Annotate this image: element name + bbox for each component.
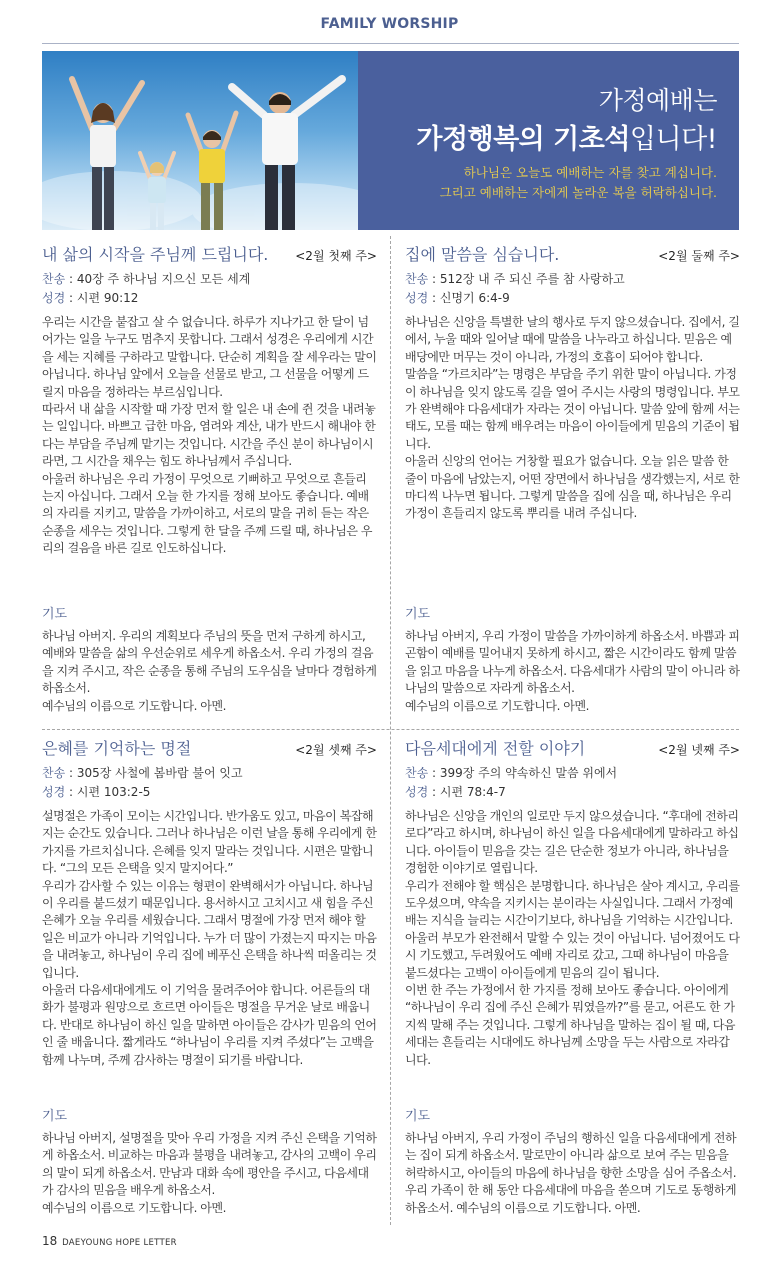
body-paragraph: 따라서 내 삶을 시작할 때 가장 먼저 할 일은 내 손에 쥔 것을 내려놓는 일입니다. 바쁘고 급한 마음, 염려와 계산, 내가 반드시 해내야 한다는 부담을 주님께 맡기는 것입니다. 시간을 주신 분이 하나님이시라면, 그 시간을 채우는 힘도 하나님께서 주십니다. [42, 402, 376, 469]
hero-subtitle-line1: 하나님은 오늘도 예배하는 자를 찾고 계십니다. [463, 165, 717, 180]
hymn-label: 찬송 [42, 766, 66, 780]
week-label: <2월 셋째 주> [295, 743, 377, 757]
week-label: <2월 넷째 주> [658, 743, 740, 757]
publication-name: DAEYOUNG HOPE LETTER [62, 1238, 177, 1248]
hero-title-emphasis: 가정행복의 기초석 [416, 124, 630, 155]
prayer-text [405, 628, 740, 715]
prayer-text [42, 628, 377, 715]
prayer-closing: 예수님의 이름으로 기도합니다. 아멘. [42, 698, 226, 713]
hymn-label: 찬송 [405, 766, 429, 780]
hero-subtitle-line2: 그리고 예배하는 자에게 놀라운 복을 허락하십니다. [439, 185, 717, 200]
week4-section [405, 738, 740, 1215]
worship-meta [405, 270, 740, 308]
scripture-text: : 시편 78:4-7 [428, 785, 506, 799]
devotional-body [42, 314, 377, 558]
body-paragraph: 말씀을 “가르치라”는 명령은 부담을 주기 위한 말이 아닙니다. 가정이 하나님을 잊지 않도록 길을 열어 주시는 사랑의 명령입니다. 부모가 완벽해야 다음세대가 자라는 것이 아닙니다. 말씀 앞에 함께 서는 태도, 모를 때는 함께 배우려는 마음이 아이들에게 믿음의 기준이 됩니다. [405, 367, 740, 451]
prayer-label: 기도 [42, 1109, 68, 1124]
hymn-text: : 512장 내 주 되신 주를 참 사랑하고 [428, 272, 625, 286]
prayer-paragraph: 하나님 아버지, 설명절을 맞아 우리 가정을 지켜 주신 은택을 기억하게 하옵소서. 비교하는 마음과 불평을 내려놓고, 감사의 고백이 우리의 말이 되게 하옵소서. 만남과 대화 속에 평안을 주시고, 다음세대가 감사의 믿음을 배우게 하옵소서. [42, 1131, 377, 1198]
body-paragraph: 하나님은 신앙을 특별한 날의 행사로 두지 않으셨습니다. 집에서, 길에서, 누울 때와 일어날 때에 말씀을 나누라고 하십니다. 믿음은 예배당에만 머무는 것이 아니라, 가정의 호흡이 되어야 합니다. [405, 315, 740, 364]
body-paragraph: 우리가 감사할 수 있는 이유는 형편이 완벽해서가 아닙니다. 하나님이 우리를 붙드셨기 때문입니다. 용서하시고 고치시고 새 힘을 주신 은혜가 오늘 우리를 세웠습니다. 그래서 명절에 가장 먼저 해야 할 일은 비교가 아니라 기억입니다. 누가 더 많이 가졌는지 따지는 마음을 내려놓고, 하나님이 우리 집에 베푸신 은택을 하나씩 떠올리는 것입니다. [42, 878, 377, 980]
hymn-line [405, 270, 740, 289]
prayer-text [405, 1130, 740, 1217]
prayer-paragraph: 하나님 아버지. 우리의 계획보다 주님의 뜻을 먼저 구하게 하시고, 예배와 말씀을 삶의 우선순위로 세우게 하옵소서. 우리 가정의 걸음을 지켜 주시고, 작은 순종을 통해 주님의 도우심을 날마다 경험하게 하옵소서. [42, 629, 377, 696]
week3-section [42, 738, 377, 1215]
hero-banner [42, 51, 739, 230]
scripture-line [42, 289, 377, 308]
body-paragraph: 아울러 신앙의 언어는 거창할 필요가 없습니다. 오늘 읽은 말씀 한 줄이 마음에 남았는지, 어떤 장면에서 하나님을 생각했는지, 서로 한마디씩 나누면 됩니다. 그렇게 말씀을 집에 심을 때, 하나님은 우리 가정이 흔들리지 않도록 뿌리를 내려 주십니다. [405, 454, 740, 521]
body-paragraph: 우리가 전해야 할 핵심은 분명합니다. 하나님은 살아 계시고, 우리를 도우셨으며, 약속을 지키시는 분이라는 사실입니다. 그래서 가정예배는 지식을 늘리는 시간이기보다, 하나님을 기억하는 시간입니다. 아울러 부모가 완전해서 말할 수 있는 것이 아닙니다. 넘어졌어도 다시 기도했고, 두려웠어도 예배 자리로 갔고, 그때 하나님이 마음을 붙드셨다는 고백이 아이들에게 믿음의 길이 됩니다. [405, 878, 740, 980]
worship-meta [405, 764, 740, 802]
body-paragraph: 하나님은 신앙을 개인의 일로만 두지 않으셨습니다. “후대에 전하리로다”라고 하시며, 하나님이 하신 일을 다음세대에게 말하라고 하십니다. 아이들이 믿음을 갖는 길은 단순한 정보가 아니라, 하나님을 경험한 이야기로 열립니다. [405, 809, 739, 876]
hero-title-line1: 가정예배는 [598, 86, 717, 115]
week-label: <2월 첫째 주> [295, 249, 377, 263]
prayer-label: 기도 [405, 607, 431, 622]
prayer-block [405, 606, 740, 715]
scripture-label: 성경 [405, 785, 429, 799]
horizontal-divider [42, 729, 739, 730]
scripture-text: : 신명기 6:4-9 [428, 291, 510, 305]
hero-title-line2 [416, 117, 717, 156]
scripture-text: : 시편 90:12 [65, 291, 139, 305]
header-label: FAMILY WORSHIP [320, 16, 459, 32]
prayer-paragraph: 하나님 아버지, 우리 가정이 주님의 행하신 일을 다음세대에게 전하는 집이 되게 하옵소서. 말로만이 아니라 삶으로 보여 주는 믿음을 허락하시고, 아이들의 마음에 하나님을 향한 소망을 심어 주옵소서. 우리 가족이 한 해 동안 다음세대에 마음을 쏟으며 기도로 동행하게 하옵소서. 예수님의 이름으로 기도합니다. 아멘. [405, 1131, 737, 1215]
hymn-label: 찬송 [405, 272, 429, 286]
worship-meta [42, 270, 377, 308]
hymn-line [42, 270, 377, 289]
devotional-body [42, 808, 377, 1069]
devotional-body [405, 808, 740, 1069]
devotional-body [405, 314, 740, 523]
hero-title-ending: 입니다! [629, 124, 717, 155]
prayer-label: 기도 [42, 607, 68, 622]
week-label: <2월 둘째 주> [658, 249, 740, 263]
body-paragraph: 설명절은 가족이 모이는 시간입니다. 반가움도 있고, 마음이 복잡해지는 순간도 있습니다. 그러나 하나님은 이런 날을 통해 우리에게 한 가지를 가르치십니다. 은혜를 잊지 말라는 것입니다. 시편은 말합니다. “그의 모든 은택을 잊지 말지어다.” [42, 809, 377, 876]
family-photo-illustration [42, 51, 358, 230]
scripture-text: : 시편 103:2-5 [65, 785, 151, 799]
hymn-text: : 305장 사철에 봄바람 불어 잇고 [65, 766, 243, 780]
hymn-text: : 40장 주 하나님 지으신 모든 세계 [65, 272, 251, 286]
body-paragraph: 아울러 하나님은 우리 가정이 무엇으로 기뻐하고 무엇으로 흔들리는지 아십니다. 그래서 오늘 한 가지를 정해 보아도 좋습니다. 예배의 자리를 지키고, 말씀을 가까이하고, 서로의 말을 귀히 듣는 작은 순종을 세우는 것입니다. 그렇게 한 달을 주께 드릴 때, 하나님은 우리의 걸음을 바른 길로 인도하십니다. [42, 471, 373, 556]
prayer-text [42, 1130, 377, 1217]
header-rule [42, 43, 739, 44]
worship-meta [42, 764, 377, 802]
scripture-label: 성경 [405, 291, 429, 305]
hero-text-panel [358, 51, 739, 230]
scripture-label: 성경 [42, 291, 66, 305]
week2-section [405, 244, 740, 713]
hymn-text: : 399장 주의 약속하신 말씀 위에서 [428, 766, 618, 780]
prayer-closing: 예수님의 이름으로 기도합니다. 아멘. [42, 1200, 226, 1215]
vertical-divider [390, 236, 391, 1225]
section-title: 집에 말씀을 심습니다. [405, 245, 560, 264]
scripture-line [42, 783, 377, 802]
prayer-paragraph: 하나님 아버지, 우리 가정이 말씀을 가까이하게 하옵소서. 바쁨과 피곤함이 예배를 밀어내지 못하게 하시고, 짧은 시간이라도 함께 말씀을 읽고 마음을 나누게 하옵소서. 다음세대가 사람의 말이 아니라 하나님의 말씀으로 자라게 하옵소서. [405, 629, 740, 696]
hymn-line [42, 764, 377, 783]
section-title: 내 삶의 시작을 주님께 드립니다. [42, 245, 269, 264]
section-title: 다음세대에게 전할 이야기 [405, 739, 586, 758]
prayer-block [42, 606, 377, 715]
hymn-label: 찬송 [42, 272, 66, 286]
prayer-label: 기도 [405, 1109, 431, 1124]
page-number: 18 [42, 1234, 58, 1248]
body-paragraph: 이번 한 주는 가정에서 한 가지를 정해 보아도 좋습니다. 아이에게 “하나님이 우리 집에 주신 은혜가 뭐였을까?”를 묻고, 어른도 한 가지씩 말해 주는 것입니다. 그렇게 하나님을 말하는 집이 될 때, 다음세대는 흔들리는 시대에도 하나님께 소망을 두는 사람으로 자라갑니다. [405, 983, 736, 1067]
body-paragraph: 우리는 시간을 붙잡고 살 수 없습니다. 하루가 지나가고 한 달이 넘어가는 일을 누구도 멈추지 못합니다. 그래서 성경은 우리에게 시간을 세는 지혜를 구하라고 말합니다. 단순히 계획을 잘 세우라는 말이 아닙니다. 하나님 앞에서 오늘을 선물로 받고, 그 선물을 어떻게 드릴지 마음을 정하라는 부르심입니다. [42, 315, 377, 399]
week1-section [42, 244, 377, 713]
prayer-block [405, 1108, 740, 1217]
scripture-line [405, 289, 740, 308]
hymn-line [405, 764, 740, 783]
body-paragraph: 아울러 다음세대에게도 이 기억을 물려주어야 합니다. 어른들의 대화가 불평과 원망으로 흐르면 아이들은 명절을 무거운 날로 배웁니다. 반대로 하나님이 하신 일을 말하면 아이들은 감사가 믿음의 언어인 줄 배웁니다. 짧게라도 “하나님이 우리를 지켜 주셨다”는 고백을 함께 나누며, 주께 감사하는 명절이 되기를 바랍니다. [42, 983, 377, 1067]
section-title: 은혜를 기억하는 명절 [42, 739, 192, 758]
family-photo [42, 51, 358, 230]
prayer-closing: 예수님의 이름으로 기도합니다. 아멘. [405, 698, 589, 713]
scripture-label: 성경 [42, 785, 66, 799]
page-footer [42, 1234, 177, 1248]
scripture-line [405, 783, 740, 802]
prayer-block [42, 1108, 377, 1217]
